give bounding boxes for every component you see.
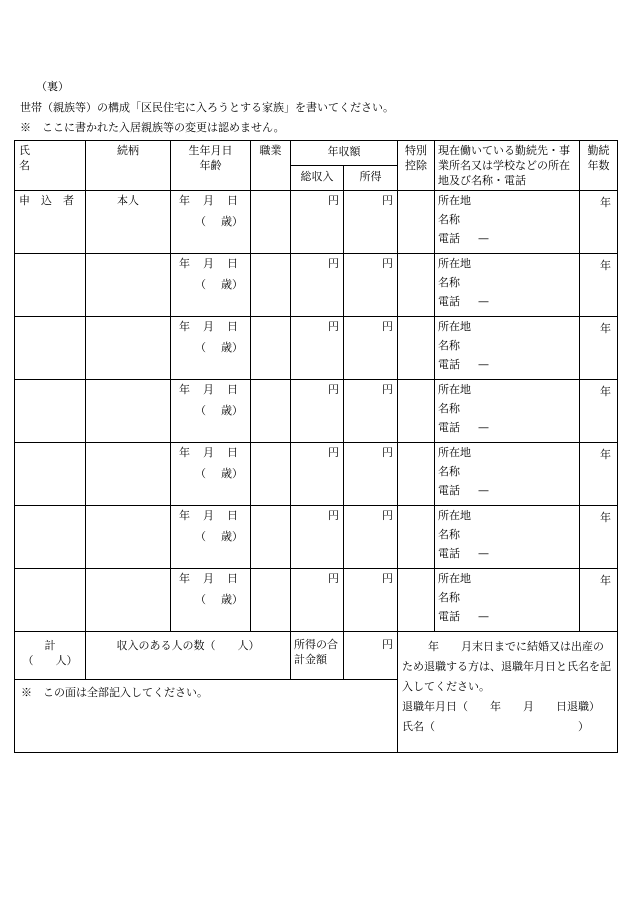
member-tenure-cell[interactable]: 年 bbox=[580, 254, 618, 317]
member-gross-cell[interactable]: 円 bbox=[291, 191, 344, 254]
member-birth-cell[interactable]: 年 月 日 （ 歳） bbox=[171, 506, 251, 569]
member-job-cell[interactable] bbox=[251, 317, 291, 380]
col-name-header: 氏 名 bbox=[15, 141, 86, 191]
member-row bbox=[15, 317, 618, 380]
member-net-cell[interactable]: 円 bbox=[344, 317, 398, 380]
member-deduction-cell[interactable] bbox=[398, 569, 435, 632]
col-relation-header: 続柄 bbox=[86, 141, 171, 191]
member-workplace-cell[interactable]: 所在地 名称 電話 — bbox=[435, 191, 580, 254]
member-deduction-cell[interactable] bbox=[398, 191, 435, 254]
age-label: 年齢 bbox=[199, 159, 222, 172]
member-deduction-cell[interactable] bbox=[398, 254, 435, 317]
member-gross-cell[interactable]: 円 bbox=[291, 254, 344, 317]
member-gross-cell[interactable]: 円 bbox=[291, 506, 344, 569]
birth-label: 生年月日 bbox=[188, 144, 233, 157]
col-income-header: 年収額 bbox=[291, 141, 398, 166]
member-relation-cell[interactable] bbox=[86, 506, 171, 569]
member-workplace-cell[interactable]: 所在地 名称 電話 — bbox=[435, 506, 580, 569]
member-row bbox=[15, 443, 618, 506]
member-birth-cell[interactable]: 年 月 日 （ 歳） bbox=[171, 254, 251, 317]
member-gross-cell[interactable]: 円 bbox=[291, 380, 344, 443]
member-birth-cell[interactable]: 年 月 日 （ 歳） bbox=[171, 380, 251, 443]
col-birth-header bbox=[171, 141, 251, 191]
member-tenure-cell[interactable]: 年 bbox=[580, 569, 618, 632]
member-net-cell[interactable]: 円 bbox=[344, 380, 398, 443]
member-deduction-cell[interactable] bbox=[398, 317, 435, 380]
member-relation-cell[interactable] bbox=[86, 380, 171, 443]
member-gross-cell[interactable]: 円 bbox=[291, 317, 344, 380]
member-net-cell[interactable]: 円 bbox=[344, 506, 398, 569]
member-birth-cell[interactable]: 年 月 日 （ 歳） bbox=[171, 569, 251, 632]
member-tenure-cell[interactable]: 年 bbox=[580, 317, 618, 380]
total-row bbox=[15, 632, 618, 680]
income-sum-label: 所得の合計金額 bbox=[291, 632, 344, 680]
member-deduction-cell[interactable] bbox=[398, 506, 435, 569]
member-net-cell[interactable]: 円 bbox=[344, 569, 398, 632]
member-row bbox=[15, 380, 618, 443]
member-birth-cell[interactable]: 年 月 日 （ 歳） bbox=[171, 443, 251, 506]
member-net-cell[interactable]: 円 bbox=[344, 254, 398, 317]
member-row bbox=[15, 569, 618, 632]
fill-all-note: ※ この面は全部記入してください。 bbox=[15, 680, 398, 753]
page-side-label: （裏） bbox=[36, 80, 69, 93]
member-name-cell[interactable] bbox=[15, 569, 86, 632]
col-workplace-header: 現在働いている勤続先・事業所名又は学校などの所在地及び名称・電話 bbox=[435, 141, 580, 191]
member-workplace-cell[interactable]: 所在地 名称 電話 — bbox=[435, 254, 580, 317]
member-workplace-cell[interactable]: 所在地 名称 電話 — bbox=[435, 317, 580, 380]
member-birth-cell[interactable]: 年 月 日 （ 歳） bbox=[171, 317, 251, 380]
retire-cell bbox=[398, 632, 618, 753]
member-relation-cell[interactable] bbox=[86, 569, 171, 632]
retire-name-line: 氏名（ ） bbox=[402, 720, 589, 733]
member-net-cell[interactable]: 円 bbox=[344, 443, 398, 506]
member-relation-cell[interactable] bbox=[86, 317, 171, 380]
col-gross-header: 総収入 bbox=[291, 166, 344, 191]
member-workplace-cell[interactable]: 所在地 名称 電話 — bbox=[435, 569, 580, 632]
member-tenure-cell[interactable]: 年 bbox=[580, 506, 618, 569]
member-name-cell[interactable]: 申 込 者 bbox=[15, 191, 86, 254]
member-relation-cell[interactable] bbox=[86, 254, 171, 317]
member-birth-cell[interactable]: 年 月 日 （ 歳） bbox=[171, 191, 251, 254]
member-row bbox=[15, 191, 618, 254]
member-name-cell[interactable] bbox=[15, 317, 86, 380]
member-tenure-cell[interactable]: 年 bbox=[580, 380, 618, 443]
income-sum-value: 円 bbox=[344, 632, 398, 680]
member-deduction-cell[interactable] bbox=[398, 380, 435, 443]
member-workplace-cell[interactable]: 所在地 名称 電話 — bbox=[435, 380, 580, 443]
earners-cell: 収入のある人の数（ 人） bbox=[86, 632, 291, 680]
member-job-cell[interactable] bbox=[251, 506, 291, 569]
retire-date-line: 退職年月日（ 年 月 日退職） bbox=[402, 700, 600, 713]
total-cell: 計 （ 人） bbox=[15, 632, 86, 680]
household-table bbox=[14, 140, 618, 753]
member-relation-cell[interactable] bbox=[86, 443, 171, 506]
member-deduction-cell[interactable] bbox=[398, 443, 435, 506]
warning-text: ※ ここに書かれた入居親族等の変更は認めません。 bbox=[20, 121, 285, 134]
member-job-cell[interactable] bbox=[251, 443, 291, 506]
col-job-header: 職業 bbox=[251, 141, 291, 191]
member-workplace-cell[interactable]: 所在地 名称 電話 — bbox=[435, 443, 580, 506]
col-years-header: 勤続年数 bbox=[580, 141, 618, 191]
retire-note: 年 月末日までに結婚又は出産のため退職する方は、退職年月日と氏名を記入してください。 bbox=[402, 640, 611, 693]
member-name-cell[interactable] bbox=[15, 380, 86, 443]
member-job-cell[interactable] bbox=[251, 569, 291, 632]
member-relation-cell[interactable]: 本人 bbox=[86, 191, 171, 254]
member-gross-cell[interactable]: 円 bbox=[291, 569, 344, 632]
instruction-text: 世帯（親族等）の構成「区民住宅に入ろうとする家族」を書いてください。 bbox=[20, 101, 394, 114]
table-header-row bbox=[15, 141, 618, 166]
member-gross-cell[interactable]: 円 bbox=[291, 443, 344, 506]
member-net-cell[interactable]: 円 bbox=[344, 191, 398, 254]
col-deduction-header: 特別控除 bbox=[398, 141, 435, 191]
member-job-cell[interactable] bbox=[251, 380, 291, 443]
member-tenure-cell[interactable]: 年 bbox=[580, 191, 618, 254]
member-row bbox=[15, 506, 618, 569]
member-name-cell[interactable] bbox=[15, 254, 86, 317]
member-name-cell[interactable] bbox=[15, 443, 86, 506]
member-name-cell[interactable] bbox=[15, 506, 86, 569]
member-tenure-cell[interactable]: 年 bbox=[580, 443, 618, 506]
member-job-cell[interactable] bbox=[251, 254, 291, 317]
col-net-header: 所得 bbox=[344, 166, 398, 191]
member-job-cell[interactable] bbox=[251, 191, 291, 254]
member-row bbox=[15, 254, 618, 317]
